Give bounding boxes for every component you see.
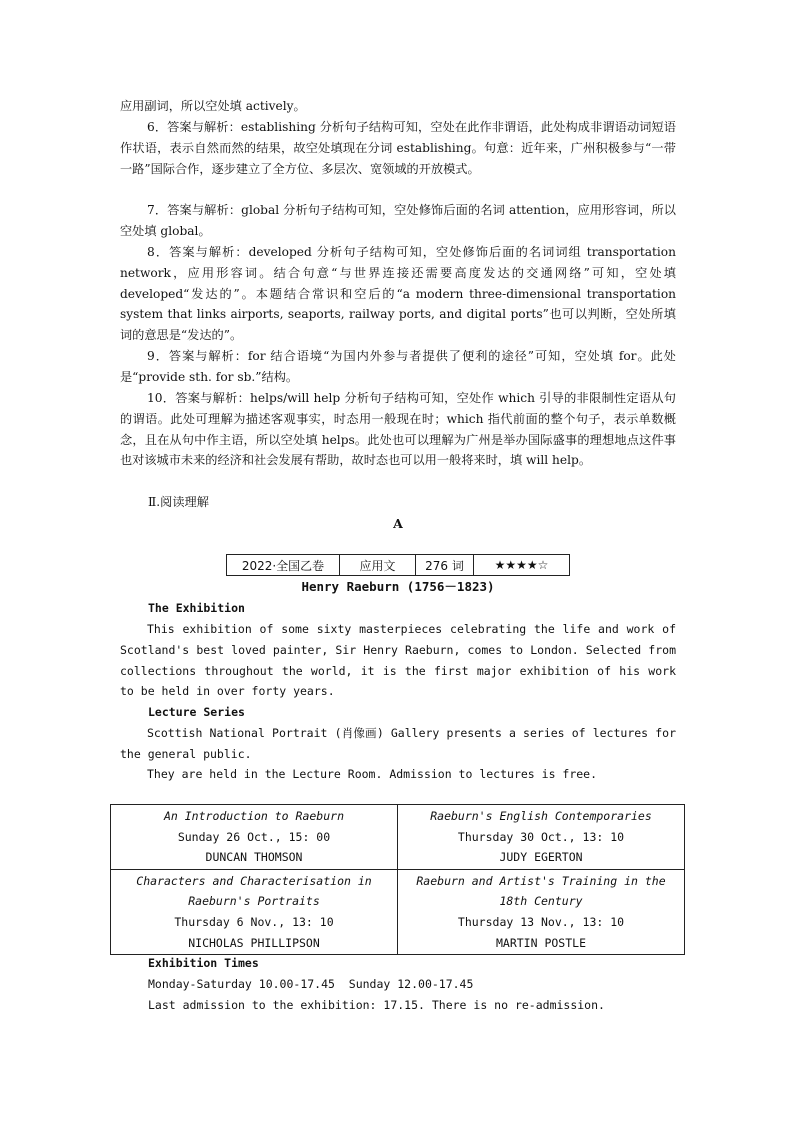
exhibition-heading: The Exhibition <box>148 601 245 615</box>
passage-letter: A <box>393 516 403 531</box>
lecture-speaker: JUDY EGERTON <box>499 850 583 865</box>
answer-7: 7．答案与解析：global 分析句子结构可知，空处修饰后面的名词 attention，应用形容词，所以空处填 global。 <box>120 203 676 238</box>
lecture-time: Thursday 30 Oct., 13: 10 <box>457 829 625 844</box>
passage-info-table <box>226 554 570 576</box>
info-stars: ★★★★☆ <box>474 555 570 576</box>
lecture-title: Raeburn and Artist's Training in the 18th Century <box>416 873 666 909</box>
info-genre: 应用文 <box>340 555 416 576</box>
section-heading: Ⅱ.阅读理解 <box>148 495 209 509</box>
lecture-schedule-table <box>110 804 685 955</box>
answer-9: 9．答案与解析：for 结合语境“为国内外参与者提供了便利的途径”可知，空处填 for。此处是“provide sth. for sb.”结构。 <box>120 349 676 384</box>
lecture-time: Thursday 13 Nov., 13: 10 <box>457 914 625 929</box>
lecture-speaker: MARTIN POSTLE <box>495 935 586 950</box>
lecture-time: Thursday 6 Nov., 13: 10 <box>174 914 334 929</box>
lecture-heading: Lecture Series <box>148 705 245 719</box>
lecture-title: Characters and Characterisation in Raeburn's Portraits <box>136 873 372 909</box>
lecture-time: Sunday 26 Oct., 15: 00 <box>177 829 331 844</box>
lecture-speaker: DUNCAN THOMSON <box>205 850 303 865</box>
info-words: 276 词 <box>416 555 474 576</box>
lecture-cell <box>111 805 398 870</box>
lecture-title: Raeburn's English Contemporaries <box>430 809 652 823</box>
times-heading: Exhibition Times <box>148 956 259 970</box>
lecture-cell <box>111 869 398 954</box>
lecture-title: An Introduction to Raeburn <box>163 809 344 823</box>
lecture-cell <box>398 869 685 954</box>
last-admission: Last admission to the exhibition: 17.15. There is no re-admission. <box>148 998 605 1012</box>
answer-6: 6．答案与解析：establishing 分析句子结构可知，空处在此作非谓语，此处构成非谓语动词短语作状语，表示自然而然的结果，故空处填现在分词 establishing。句意：近年来，广州积极参与“一带一路”国际合作，逐步建立了全方位、多层次、宽领域的开放模式。 <box>120 120 676 176</box>
article-title: Henry Raeburn (1756－1823) <box>301 579 495 594</box>
answer-5-tail: 应用副词，所以空处填 actively。 <box>120 99 306 113</box>
answer-8: 8．答案与解析：developed 分析句子结构可知，空处修饰后面的名词词组 transportation network，应用形容词。结合句意“与世界连接还需要高度发达的交通网络”可知，空处填 developed“发达的”。本题结合常识和空后的“a modern three-dimensional transportation system that links airports, seaports, railway ports, and digital ports”也可以判断，空处所填词的意思是“发达的”。 <box>120 245 676 343</box>
info-source: 2022·全国乙卷 <box>227 555 340 576</box>
lecture-intro: Scottish National Portrait (肖像画) Gallery presents a series of lectures for the general public. <box>120 726 676 761</box>
times-line: Monday-Saturday 10.00-17.45 Sunday 12.00-17.45 <box>148 977 474 991</box>
answer-10: 10．答案与解析：helps/will help 分析句子结构可知，空处作 which 引导的非限制性定语从句的谓语。此处可理解为描述客观事实，时态用一般现在时；which 指代前面的整个句子，表示单数概念，且在从句中作主语，所以空处填 helps。此处也可以理解为广州是举办国际盛事的理想地点这件事也对该城市未来的经济和社会发展有帮助，故时态也可以用一般将来时，填 will help。 <box>120 391 676 468</box>
lecture-admission: They are held in the Lecture Room. Admission to lectures is free. <box>147 767 598 781</box>
lecture-speaker: NICHOLAS PHILLIPSON <box>188 935 320 950</box>
lecture-cell <box>398 805 685 870</box>
exhibition-text: This exhibition of some sixty masterpieces celebrating the life and work of Scotland's best loved painter, Sir Henry Raeburn, comes to London. Selected from collections throughout the world, it is the first major exhibition of his work to be held in over forty years. <box>120 622 676 699</box>
